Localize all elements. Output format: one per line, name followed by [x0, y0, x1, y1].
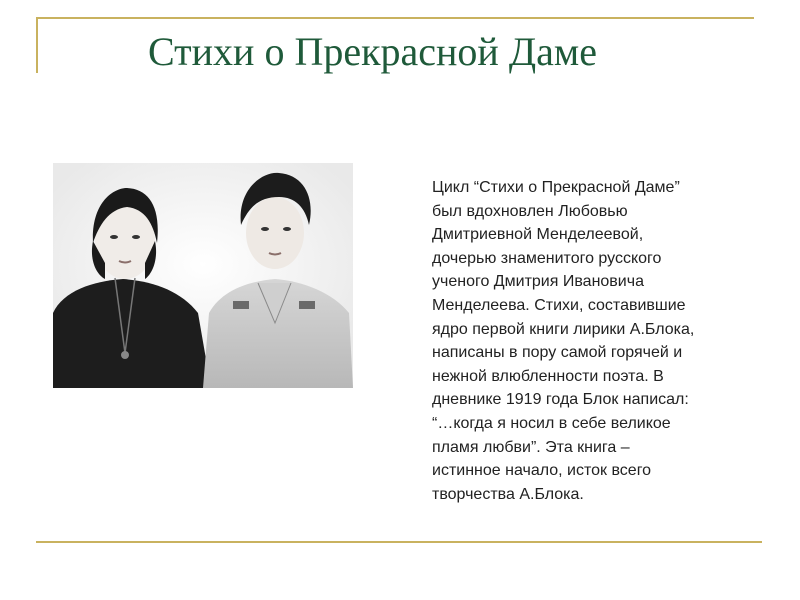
text-line: был вдохновлен Любовью: [432, 202, 628, 220]
portrait-photo: [53, 163, 353, 388]
text-line: Дмитриевной Менделеевой,: [432, 226, 644, 244]
text-line: ядро первой книги лирики А.Блока,: [432, 320, 695, 338]
text-line: написаны в пору самой горячей и: [432, 344, 683, 362]
text-line: Менделеева. Стихи, составившие: [432, 296, 686, 314]
text-line: истинное начало, исток всего: [432, 462, 652, 480]
text-line: нежной влюбленности поэта. В: [432, 367, 664, 385]
text-line: дочерью знаменитого русского: [432, 249, 662, 267]
bottom-divider: [36, 541, 762, 543]
text-line: Цикл “Стихи о Прекрасной Даме”: [432, 179, 680, 196]
text-line: творчества А.Блока.: [432, 485, 584, 503]
couple-portrait-photo: [53, 163, 353, 388]
slide-title: Стихи о Прекрасной Даме: [148, 29, 597, 74]
text-line: дневнике 1919 года Блок написал:: [432, 391, 689, 409]
description-text: [432, 176, 777, 506]
text-line: пламя любви”. Эта книга –: [432, 438, 630, 456]
text-line: “…когда я носил в себе великое: [432, 414, 671, 432]
left-divider: [36, 17, 38, 73]
text-line: ученого Дмитрия Ивановича: [432, 273, 644, 291]
top-divider: [36, 17, 754, 19]
